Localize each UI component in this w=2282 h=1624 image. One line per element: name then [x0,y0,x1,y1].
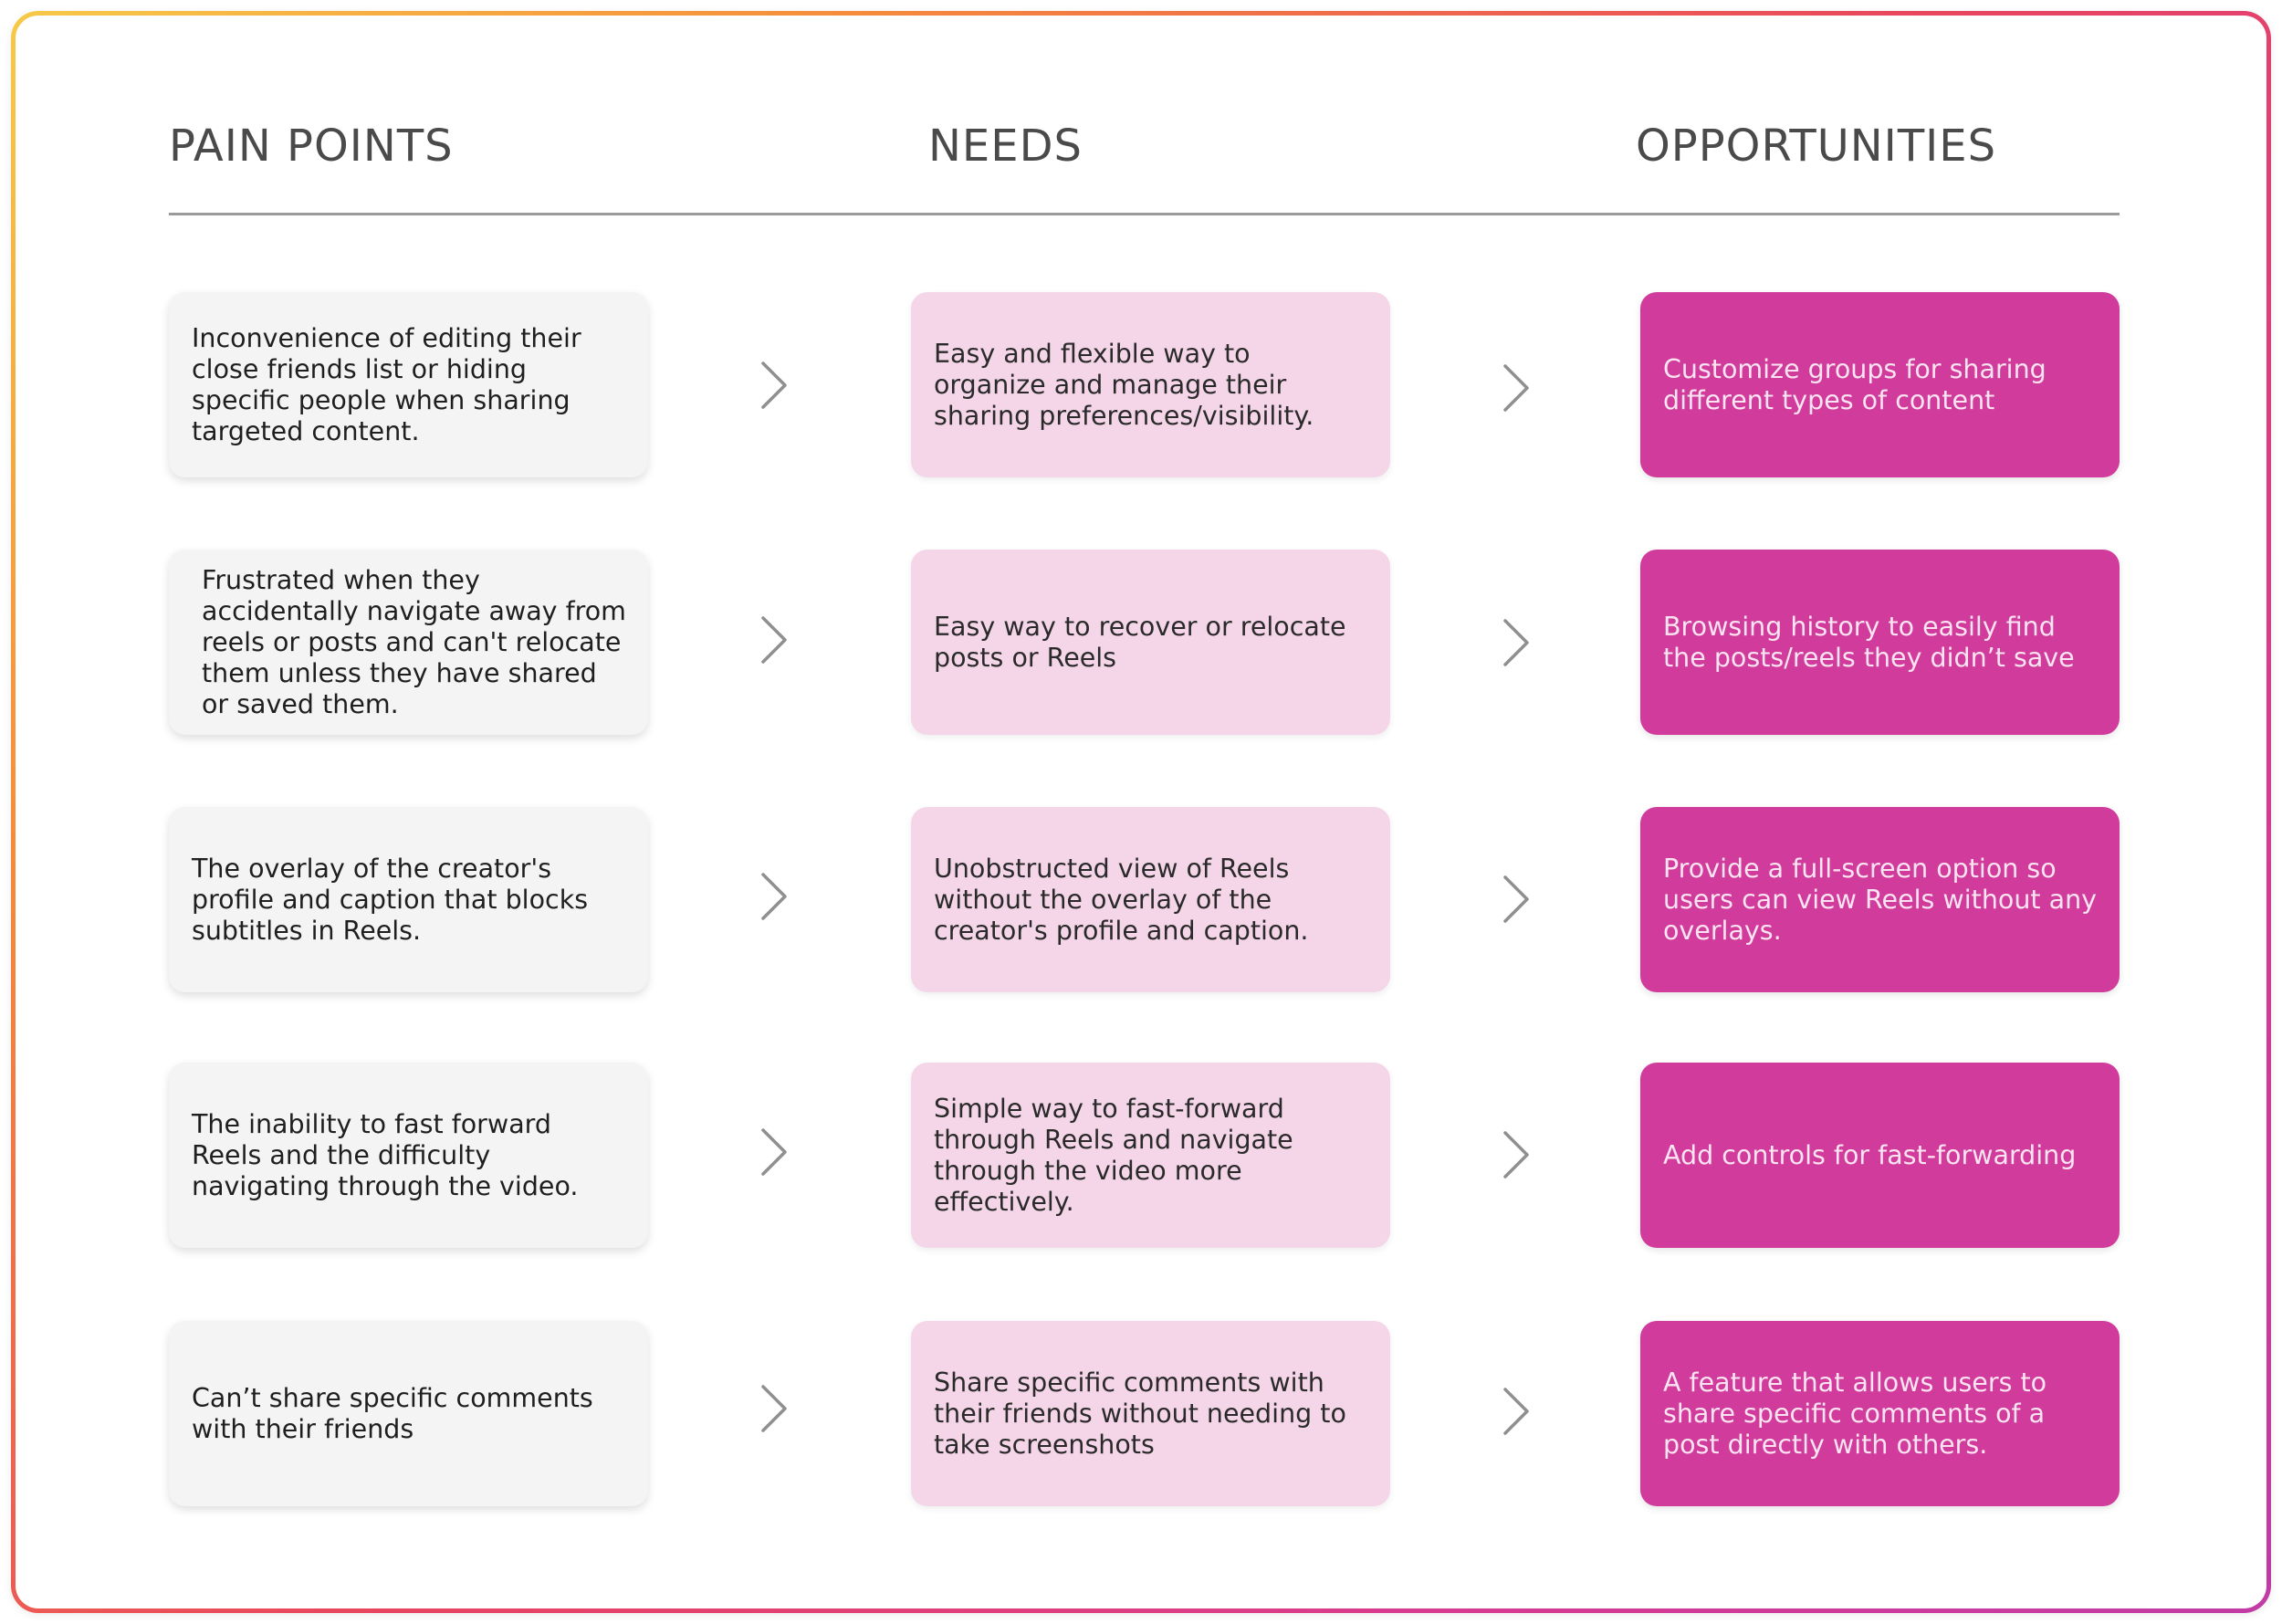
opportunity-card [1640,1321,2120,1506]
header-pain-points: PAIN POINTS [169,120,454,172]
need-text: Easy and flexible way to organize and manage their sharing preferences/visibility. [934,338,1314,431]
pain-point-card [169,292,648,477]
need-card [911,550,1390,735]
chevron-right-icon [758,871,790,922]
opportunity-text: Provide a full-screen option so users can view Reels without any overlays. [1663,853,2098,946]
pain-point-text: Inconvenience of editing their close friends list or hiding specific people when sharing targeted content. [192,322,581,446]
need-text: Simple way to fast-forward through Reels and navigate through the video more effectively. [934,1093,1293,1217]
chevron-right-icon [758,1383,790,1434]
opportunity-text: Browsing history to easily find the posts/reels they didn’t save [1663,611,2075,673]
opportunity-card [1640,1063,2120,1248]
pain-point-card [169,1063,648,1248]
pain-point-card [169,550,648,735]
chevron-right-icon [1500,617,1533,668]
pain-point-text: Can’t share specific comments with their friends [192,1382,593,1444]
header-needs: NEEDS [928,120,1083,172]
opportunity-text: A feature that allows users to share specific comments of a post directly with others. [1663,1367,2047,1460]
header-divider [169,213,2120,215]
need-card [911,1321,1390,1506]
need-card [911,1063,1390,1248]
opportunity-card [1640,292,2120,477]
need-card [911,292,1390,477]
pain-point-text: The inability to fast forward Reels and the difficulty navigating through the video. [192,1108,579,1201]
chevron-right-icon [758,1126,790,1178]
opportunity-text: Add controls for fast-forwarding [1663,1139,2077,1170]
pain-point-text: The overlay of the creator's profile and caption that blocks subtitles in Reels. [192,853,589,946]
need-text: Easy way to recover or relocate posts or Reels [934,611,1346,673]
chevron-right-icon [758,360,790,411]
header-opportunities: OPPORTUNITIES [1636,120,1997,172]
need-card [911,807,1390,992]
chevron-right-icon [1500,874,1533,925]
chevron-right-icon [1500,1386,1533,1437]
pain-point-card [169,1321,648,1506]
opportunity-text: Customize groups for sharing different types of content [1663,353,2046,415]
need-text: Unobstructed view of Reels without the overlay of the creator's profile and caption. [934,853,1309,946]
need-text: Share specific comments with their friends without needing to take screenshots [934,1367,1346,1460]
chevron-right-icon [1500,362,1533,414]
pain-point-text: Frustrated when they accidentally navigate away from reels or posts and can't relocate them unless they have shared or saved them. [202,564,626,719]
opportunity-card [1640,807,2120,992]
pain-point-card [169,807,648,992]
chevron-right-icon [1500,1129,1533,1180]
opportunity-card [1640,550,2120,735]
chevron-right-icon [758,614,790,665]
